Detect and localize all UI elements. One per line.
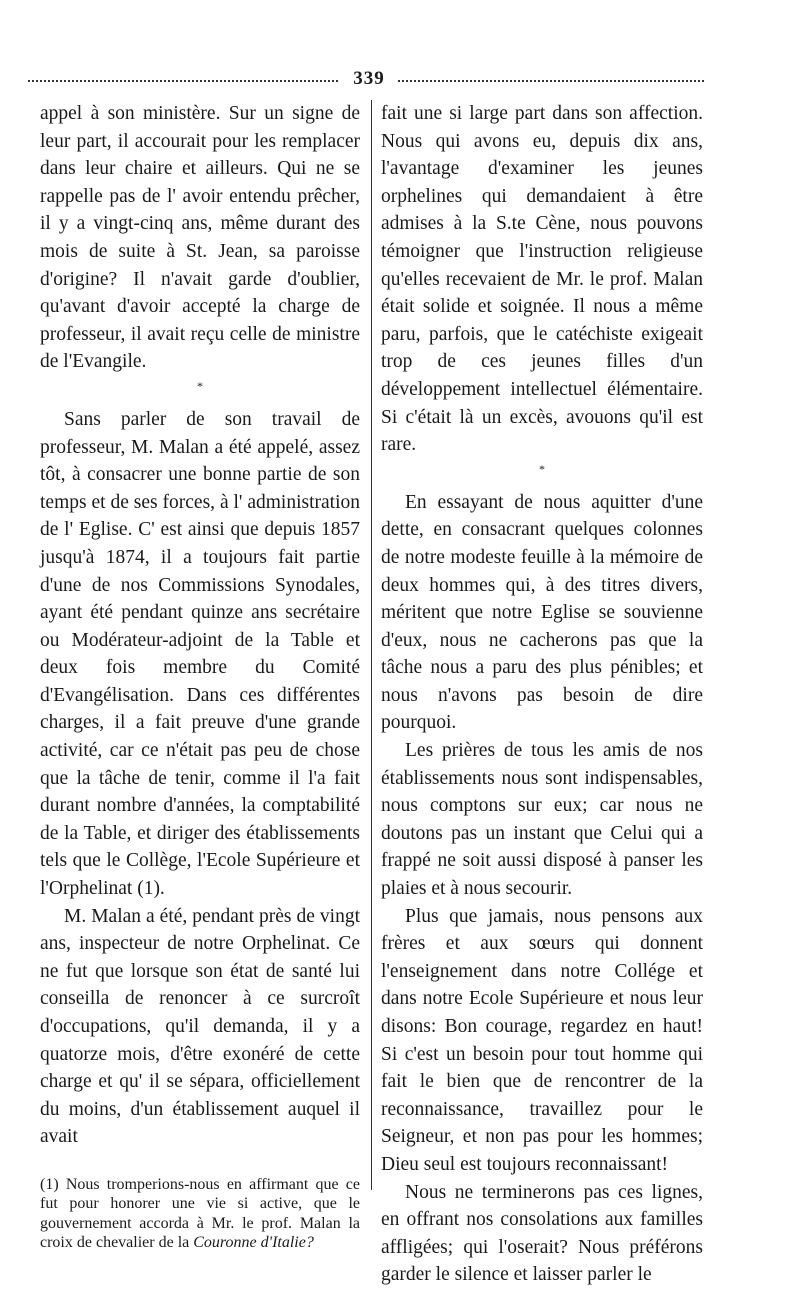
header-rule-left [28, 80, 338, 82]
section-separator-right [381, 459, 703, 489]
column-divider [371, 100, 372, 1190]
right-paragraph-1: fait une si large part dans son affection. Nous qui avons eu, depuis dix ans, l'avantage d'examiner les jeunes orphelines qui demandaient à être admises à la S.te Cène, nous pouvons témoigner que l'instruction religieuse qu'elles recevaient de Mr. le prof. Malan était solide et soignée. Il nous a même paru, parfois, que le catéchiste exigeait trop de ces jeunes filles d'un développement intellectuel élémentaire. Si c'était là un excès, avouons qu'il est rare. [381, 103, 703, 456]
left-paragraph-1: appel à son ministère. Sur un signe de leur part, il accourait pour les remplacer dans leur chaire et ailleurs. Qui ne se rappelle pas de l' avoir entendu prêcher, il y a vingt-cinq ans, même durant des mois de suite à St. Jean, sa paroisse d'origine? Il n'avait garde d'oublier, qu'avant d'avoir accepté la charge de professeur, il avait reçu celle de ministre de l'Evangile. [40, 103, 360, 373]
separator-star: * [197, 378, 203, 393]
left-paragraph-3: M. Malan a été, pendant près de vingt ans, inspecteur de notre Orphelinat. Ce ne fut que lorsque son état de santé lui conseilla de renoncer à ce surcroît d'occupations, qu'il demanda, il y a quatorze mois, d'être exonéré de cette charge et qu' il se sépara, officiellement du moins, d'un établissement auquel il avait [40, 905, 360, 1148]
right-paragraph-5: Nous ne terminerons pas ces lignes, en offrant nos consolations aux familles affligées; qui l'oserait? Nous préférons garder le silence et laisser parler le [381, 1181, 703, 1286]
footnote-italic: Couronne d'Italie? [193, 1234, 314, 1252]
left-column [40, 100, 360, 1253]
footnote [40, 1175, 360, 1253]
right-paragraph-3: Les prières de tous les amis de nos établissements nous sont indispensables, nous comptons sur eux; car nous ne doutons pas un instant que Celui qui a frappé ne soit aussi disposé à panser les plaies et à nous secourir. [381, 740, 703, 900]
right-column [381, 100, 703, 1289]
page-number: 339 [353, 68, 385, 89]
separator-star: * [539, 461, 545, 476]
left-paragraph-2: Sans parler de son travail de professeur, M. Malan a été appelé, assez tôt, à consacrer une bonne partie de son temps et de ses forces, à l' administration de l' Eglise. C' est ainsi que depuis 1857 jusqu'à 1874, il a toujours fait partie d'une de nos Commissions Synodales, ayant été pendant quinze ans secrétaire ou Modérateur-adjoint de la Table et deux fois membre du Comité d'Evangélisation. Dans ces différentes charges, il a fait preuve d'une grande activité, car ce n'était pas peu de chose que la tâche de tenir, comme il l'a fait durant nombre d'années, la comptabilité de la Table, et diriger des établissements tels que le Collège, l'Ecole Supérieure et l'Orphelinat (1). [40, 408, 360, 900]
page-header [28, 68, 704, 90]
right-paragraph-4: Plus que jamais, nous pensons aux frères et aux sœurs qui donnent l'enseignement dans notre Collége et dans notre Ecole Supérieure et nous leur disons: Bon courage, regardez en haut! Si c'est un besoin pour tout homme qui fait le bien que de rencontrer de la reconnaissance, travaillez pour le Seigneur, et non pas pour les hommes; Dieu seul est toujours reconnaissant! [381, 905, 703, 1175]
footnote-text: (1) Nous tromperions-nous en affirmant que ce fut pour honorer une vie si active, que le gouvernement accorda à Mr. le prof. Malan la croix de chevalier de la [40, 1175, 360, 1252]
section-separator-left [40, 376, 360, 406]
header-rule-right [398, 80, 704, 82]
right-paragraph-2: En essayant de nous aquitter d'une dette, en consacrant quelques colonnes de notre modeste feuille à la mémoire de deux hommes qui, à des titres divers, méritent que notre Eglise se souvienne d'eux, nous ne cacherons pas que la tâche nous a paru des plus pénibles; et nous n'avons pas besoin de dire pourquoi. [381, 491, 703, 734]
